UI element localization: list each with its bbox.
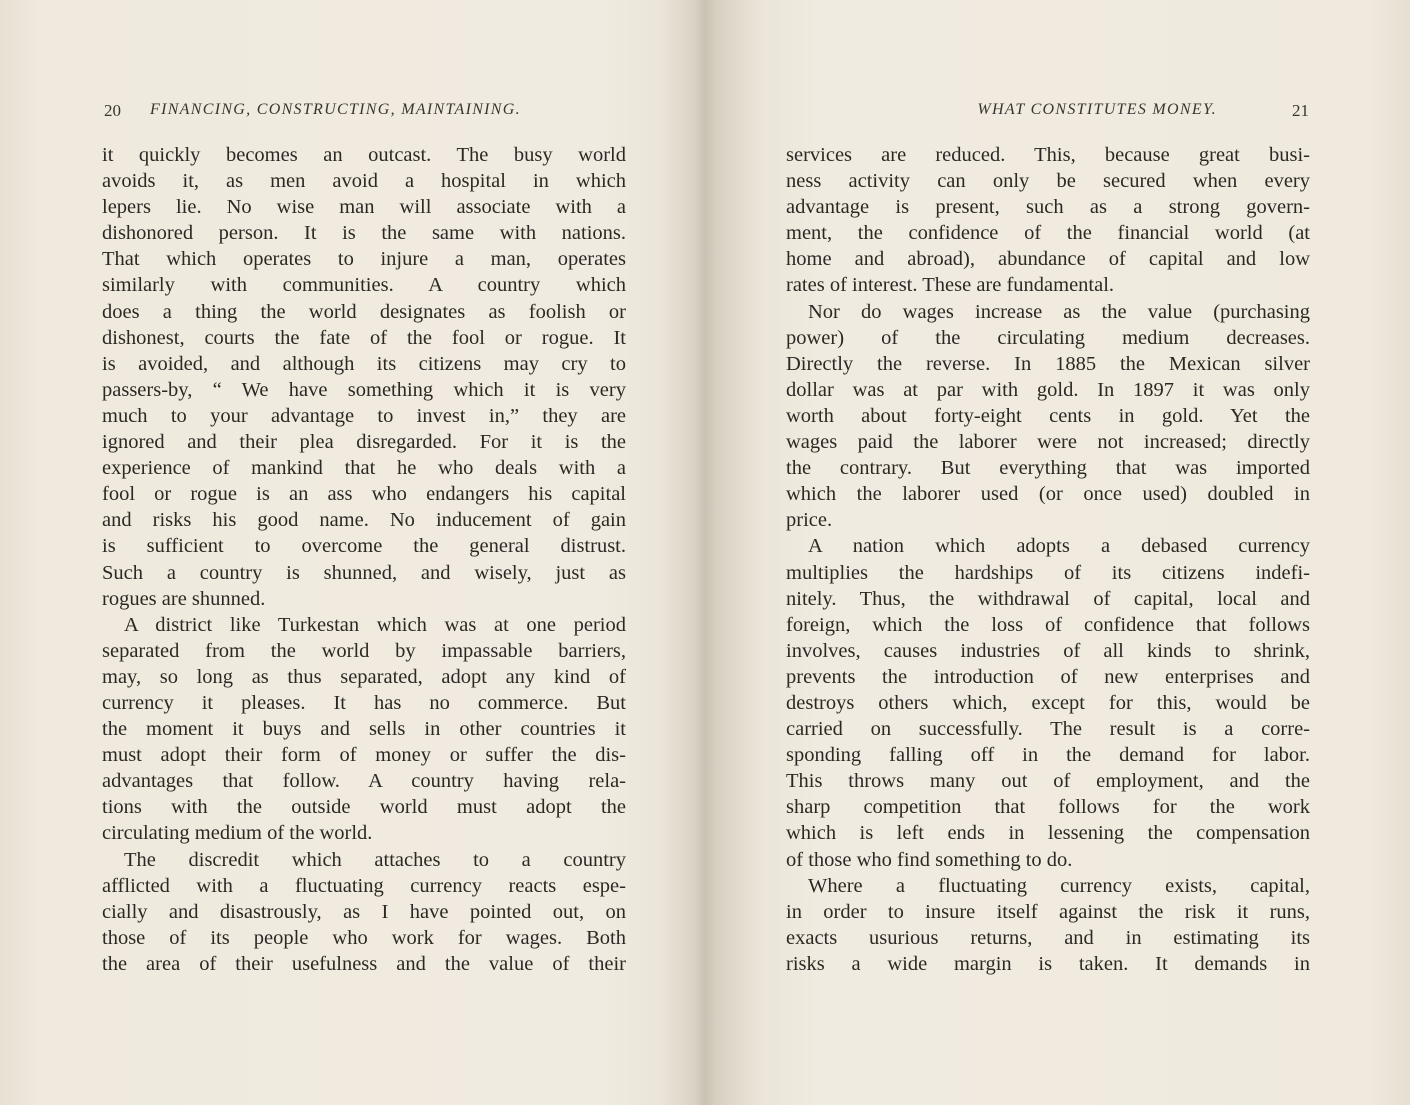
text-line: dollar was at par with gold. In 1897 it was only <box>786 378 1310 401</box>
text-line: much to your advantage to invest in,” they are <box>102 404 626 427</box>
text-line: sharp competition that follows for the work <box>786 796 1310 819</box>
text-line: price. <box>786 509 833 532</box>
text-line: fool or rogue is an ass who endangers his capital <box>102 483 626 506</box>
left-page-number: 20 <box>104 101 121 120</box>
text-line: avoids it, as men avoid a hospital in which <box>102 170 626 193</box>
text-line: which is left ends in lessening the compensation <box>786 822 1310 845</box>
text-line: similarly with communities. A country which <box>102 274 626 297</box>
right-page-number: 21 <box>1292 101 1309 120</box>
text-line: involves, causes industries of all kinds to shrink, <box>786 639 1310 662</box>
text-line: sponding falling off in the demand for labor. <box>786 744 1310 767</box>
text-line: foreign, which the loss of confidence that follows <box>786 613 1310 636</box>
text-line: it quickly becomes an outcast. The busy world <box>102 144 626 166</box>
text-line: power) of the circulating medium decreases. <box>786 326 1310 349</box>
left-running-title: FINANCING, CONSTRUCTING, MAINTAINING. <box>150 101 521 118</box>
text-line: lepers lie. No wise man will associate with a <box>102 196 626 219</box>
text-line: tions with the outside world must adopt the <box>102 796 626 819</box>
text-line: risks a wide margin is taken. It demands in <box>786 952 1310 975</box>
text-line: those of its people who work for wages. Both <box>102 926 626 949</box>
text-line: must adopt their form of money or suffer the dis- <box>102 744 626 767</box>
text-line: dishonest, courts the fate of the fool or rogue. It <box>102 326 626 349</box>
text-line: This throws many out of employment, and the <box>786 770 1310 793</box>
text-line: Where a fluctuating currency exists, capital, <box>808 874 1310 897</box>
text-line: rogues are shunned. <box>102 587 266 610</box>
text-line: the contrary. But everything that was imported <box>786 457 1310 480</box>
text-line: Nor do wages increase as the value (purchasing <box>808 300 1310 323</box>
text-line: the area of their usefulness and the value of their <box>102 952 626 975</box>
text-line: ignored and their plea disregarded. For it is the <box>102 431 626 454</box>
right-running-title: WHAT CONSTITUTES MONEY. <box>977 101 1217 118</box>
text-line: is sufficient to overcome the general distrust. <box>102 535 626 558</box>
text-line: ment, the confidence of the financial world (at <box>786 222 1310 245</box>
text-line: which the laborer used (or once used) doubled in <box>786 483 1310 506</box>
text-line: currency it pleases. It has no commerce. But <box>102 691 626 714</box>
text-line: destroys others which, except for this, would be <box>786 691 1310 714</box>
text-line: experience of mankind that he who deals with a <box>102 457 626 480</box>
text-line: dishonored person. It is the same with nations. <box>102 222 626 245</box>
right-body-text <box>786 142 1310 977</box>
left-body-text <box>102 142 626 977</box>
text-line: advantages that follow. A country having rela- <box>102 770 626 793</box>
text-line: ness activity can only be secured when every <box>786 170 1310 193</box>
text-line: prevents the introduction of new enterprises and <box>786 665 1310 688</box>
text-line: does a thing the world designates as foolish or <box>102 300 626 323</box>
text-line: passers-by, “ We have something which it is very <box>102 378 626 401</box>
text-line: A district like Turkestan which was at one period <box>124 613 626 636</box>
text-line: Directly the reverse. In 1885 the Mexican silver <box>786 352 1310 375</box>
text-line: exacts usurious returns, and in estimating its <box>786 926 1310 949</box>
text-line: carried on successfully. The result is a corre- <box>786 718 1310 741</box>
text-line: of those who find something to do. <box>786 848 1073 871</box>
text-line: advantage is present, such as a strong govern- <box>786 196 1310 219</box>
text-line: home and abroad), abundance of capital and low <box>786 248 1310 271</box>
text-line: may, so long as thus separated, adopt any kind of <box>102 665 626 688</box>
left-running-head <box>104 101 628 123</box>
text-line: and risks his good name. No inducement of gain <box>102 509 626 532</box>
text-line: separated from the world by impassable barriers, <box>102 639 626 662</box>
text-line: multiplies the hardships of its citizens indefi- <box>786 561 1310 584</box>
right-running-head <box>785 101 1309 123</box>
text-line: cially and disastrously, as I have pointed out, on <box>102 900 626 923</box>
text-line: A nation which adopts a debased currency <box>808 535 1310 558</box>
text-line: wages paid the laborer were not increased; directly <box>786 431 1310 454</box>
text-line: The discredit which attaches to a country <box>124 848 626 871</box>
right-page <box>705 0 1410 1105</box>
text-line: rates of interest. These are fundamental. <box>786 274 1115 297</box>
text-line: in order to insure itself against the risk it runs, <box>786 900 1310 923</box>
text-line: nitely. Thus, the withdrawal of capital, local and <box>786 587 1310 610</box>
text-line: is avoided, and although its citizens may cry to <box>102 352 626 375</box>
text-line: the moment it buys and sells in other countries it <box>102 718 626 741</box>
text-line: Such a country is shunned, and wisely, just as <box>102 561 626 584</box>
text-line: afflicted with a fluctuating currency reacts espe- <box>102 874 626 897</box>
text-line: That which operates to injure a man, operates <box>102 248 626 271</box>
text-line: circulating medium of the world. <box>102 822 373 845</box>
text-line: worth about forty-eight cents in gold. Yet the <box>786 404 1310 427</box>
text-line: services are reduced. This, because great busi- <box>786 144 1310 166</box>
